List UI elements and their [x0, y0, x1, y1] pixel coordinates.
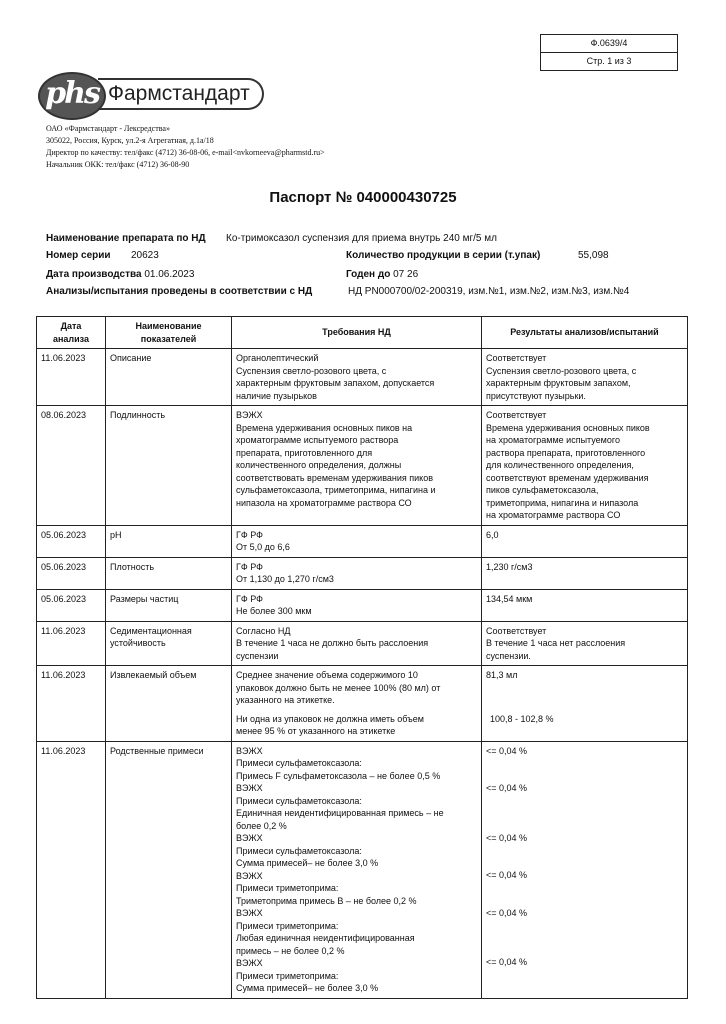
header-requirements: Требования НД	[232, 317, 482, 349]
production-date-value: 01.06.2023	[144, 269, 195, 280]
row-date: 05.06.2023	[37, 589, 106, 621]
row-indicator: Размеры частиц	[106, 589, 232, 621]
row-indicator: Описание	[106, 349, 232, 406]
company-name: ОАО «Фармстандарт - Лексредства»	[46, 124, 170, 133]
form-code: Ф.0639/4	[590, 38, 628, 48]
row-results: Соответствует Времена удерживания основных пиков на хроматограмме испытуемого раствора препарата, приготовленного для количественного определения, соответствуют временам удерживания пиков сульфаметоксазола, триметоприма, нипагина и нипазола на хроматограмме раствора СО	[482, 406, 688, 526]
row-date: 05.06.2023	[37, 525, 106, 557]
row-requirements: ГФ РФ От 5,0 до 6,6	[232, 525, 482, 557]
row-results: <= 0,04 % <= 0,04 % <= 0,04 % <= 0,04 % <= 0,04 % <= 0,04 %	[482, 741, 688, 998]
row-requirements: ВЭЖХ Времена удерживания основных пиков на хроматограмме испытуемого раствора препарата, приготовленного для количественного определения, должны соответствовать временам удерживания пиков сульфаметоксазола, триметоприма, нипагина и нипазола на хроматограмме раствора СО	[232, 406, 482, 526]
table-row	[37, 589, 688, 621]
header-date: Дата анализа	[37, 317, 106, 349]
analysis-value: НД РN000700/02-200319, изм.№1, изм.№2, изм.№3, изм.№4	[348, 286, 630, 297]
row-results: Соответствует Суспензия светло-розового цвета, с характерным фруктовым запахом, присутствуют пузырьки.	[482, 349, 688, 406]
table-row	[37, 349, 688, 406]
row-results: 1,230 г/см3	[482, 557, 688, 589]
form-code-box	[540, 34, 678, 71]
row-requirements: Среднее значение объема содержимого 10 упаковок должно быть не менее 100% (80 мл) от указанного на этикетке. Ни одна из упаковок не должна иметь объем менее 95 % от указанного на этикетке	[232, 666, 482, 742]
table-row	[37, 406, 688, 526]
row-requirements: Согласно НД В течение 1 часа не должно быть расслоения суспензии	[232, 621, 482, 666]
logo-name: Фармстандарт	[98, 78, 264, 110]
row-date: 11.06.2023	[37, 666, 106, 742]
production-date	[46, 269, 194, 280]
row-indicator: pH	[106, 525, 232, 557]
logo-mark: phs	[38, 72, 106, 120]
row-requirements: Органолептический Суспензия светло-розового цвета, с характерным фруктовым запахом, допускается наличие пузырьков	[232, 349, 482, 406]
table-row	[37, 666, 688, 742]
row-requirements: ВЭЖХ Примеси сульфаметоксазола: Примесь F сульфаметоксазола – не более 0,5 % ВЭЖХ Примеси сульфаметоксазола: Единичная неидентифицированная примесь – не более 0,2 % ВЭЖХ Примеси сульфаметоксазола: Сумма примесей– не более 3,0 % ВЭЖХ Примеси триметоприма: Триметоприма примесь В – не более 0,2 % ВЭЖХ Примеси триметоприма: Любая единичная неидентифицированная примесь – не более 0,2 % ВЭЖХ Примеси триметоприма: Сумма примесей– не более 3,0 %	[232, 741, 482, 998]
analysis-label: Анализы/испытания проведены в соответствии с НД	[46, 286, 313, 297]
analysis-table	[36, 316, 688, 999]
row-indicator: Седиментационная устойчивость	[106, 621, 232, 666]
company-details	[46, 123, 325, 171]
row-requirements: ГФ РФ От 1,130 до 1,270 г/см3	[232, 557, 482, 589]
table-row	[37, 557, 688, 589]
row-results: Соответствует В течение 1 часа нет расслоения суспензии.	[482, 621, 688, 666]
table-row	[37, 741, 688, 998]
series-value: 20623	[131, 250, 159, 261]
row-date: 11.06.2023	[37, 621, 106, 666]
row-results: 81,3 мл 100,8 - 102,8 %	[482, 666, 688, 742]
row-indicator: Подлинность	[106, 406, 232, 526]
quantity-label: Количество продукции в серии (т.упак)	[346, 250, 541, 261]
table-header-row	[37, 317, 688, 349]
drug-name-value: Ко-тримоксазол суспензия для приема внутрь 240 мг/5 мл	[226, 233, 497, 244]
company-logo	[38, 70, 248, 118]
row-results: 6,0	[482, 525, 688, 557]
row-indicator: Родственные примеси	[106, 741, 232, 998]
row-date: 08.06.2023	[37, 406, 106, 526]
page-number: Стр. 1 из 3	[541, 52, 677, 70]
table-row	[37, 621, 688, 666]
expiry-date-label: Годен до	[346, 269, 391, 280]
row-indicator: Плотность	[106, 557, 232, 589]
okk-contact: Начальник ОКК: тел/факс (4712) 36-08-90	[46, 160, 190, 169]
row-requirements: ГФ РФ Не более 300 мкм	[232, 589, 482, 621]
production-date-label: Дата производства	[46, 269, 142, 280]
row-date: 11.06.2023	[37, 349, 106, 406]
row-date: 05.06.2023	[37, 557, 106, 589]
series-label: Номер серии	[46, 250, 111, 261]
row-date: 11.06.2023	[37, 741, 106, 998]
row-indicator: Извлекаемый объем	[106, 666, 232, 742]
expiry-date-value: 07 26	[393, 269, 419, 280]
director-contact: Директор по качеству: тел/факс (4712) 36-08-06, e-mail<nvkorneeva@pharmstd.ru>	[46, 148, 325, 157]
header-results: Результаты анализов/испытаний	[482, 317, 688, 349]
table-row	[37, 525, 688, 557]
drug-name-label: Наименование препарата по НД	[46, 233, 206, 244]
quantity-value: 55,098	[578, 250, 609, 261]
expiry-date	[346, 269, 418, 280]
page-title: Паспорт № 040000430725	[269, 189, 457, 206]
row-results: 134,54 мкм	[482, 589, 688, 621]
header-indicator: Наименование показателей	[106, 317, 232, 349]
company-address: 305022, Россия, Курск, ул.2-я Агрегатная, д.1а/18	[46, 136, 214, 145]
